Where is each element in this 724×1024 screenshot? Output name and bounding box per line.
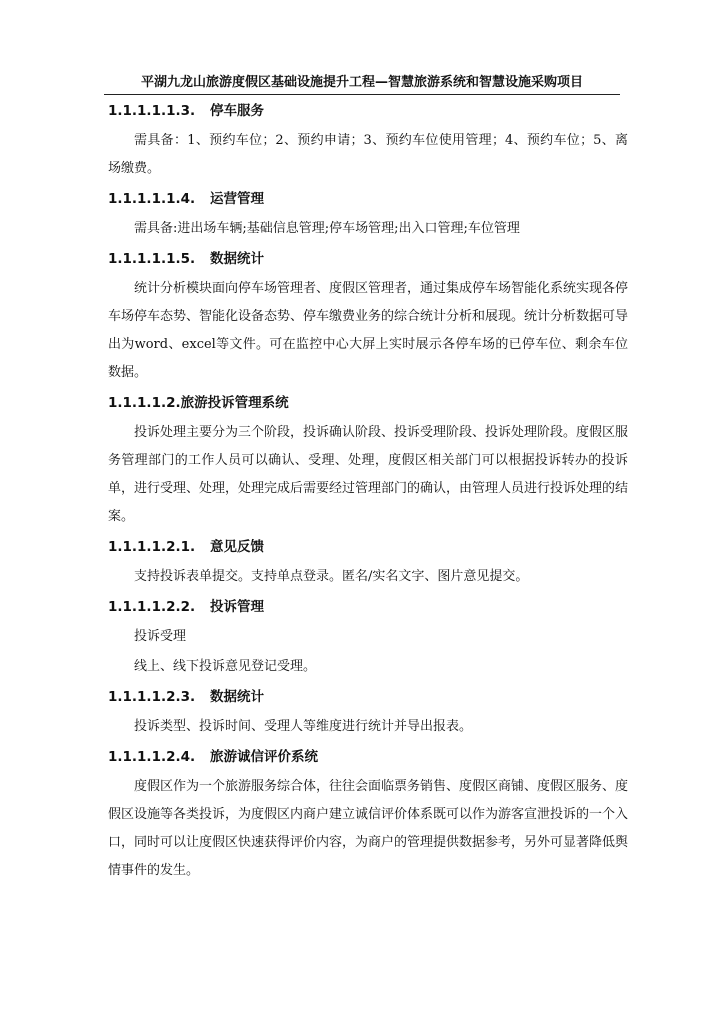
section-title: 运营管理 xyxy=(210,191,264,207)
section-number: 1.1.1.1.1.5. xyxy=(108,251,196,267)
section-title: 停车服务 xyxy=(210,103,264,119)
section-heading xyxy=(108,185,628,213)
section-number: 1.1.1.1.2.4. xyxy=(108,749,196,765)
section-title: 投诉管理 xyxy=(210,599,264,615)
paragraph: 投诉类型、投诉时间、受理人等维度进行统计并导出报表。 xyxy=(134,719,473,734)
section-title: 意见反馈 xyxy=(210,539,264,555)
page-header xyxy=(104,74,620,95)
section-heading xyxy=(108,683,628,711)
paragraph: 线上、线下投诉意见登记受理。 xyxy=(134,659,317,674)
section-number: 1.1.1.1.2.1. xyxy=(108,539,196,555)
section-heading xyxy=(108,533,628,561)
section-number: 1.1.1.1.2.2. xyxy=(108,599,196,615)
section-heading xyxy=(108,245,628,273)
section-number: 1.1.1.1.1.4. xyxy=(108,191,196,207)
paragraph: 需具备:进出场车辆;基础信息管理;停车场管理;出入口管理;车位管理 xyxy=(134,221,520,236)
section-number: 1.1.1.1.2. xyxy=(108,395,181,411)
paragraph: 投诉处理主要分为三个阶段，投诉确认阶段、投诉受理阶段、投诉处理阶段。度假区服务管理部门的工作人员可以确认、受理、处理，度假区相关部门可以根据投诉转办的投诉单，进行受理、处理，处理完成后需要经过管理部门的确认，由管理人员进行投诉处理的结案。 xyxy=(108,425,629,524)
section-heading xyxy=(108,743,628,771)
section-heading xyxy=(108,593,628,621)
paragraph: 需具备：1、预约车位；2、预约申请；3、预约车位使用管理；4、预约车位；5、离场缴费。 xyxy=(108,133,628,176)
paragraph: 统计分析模块面向停车场管理者、度假区管理者，通过集成停车场智能化系统实现各停车场停车态势、智能化设备态势、停车缴费业务的综合统计分析和展现。统计分析数据可导出为word、excel等文件。可在监控中心大屏上实时展示各停车场的已停车位、剩余车位数据。 xyxy=(108,281,629,380)
section-number: 1.1.1.1.1.3. xyxy=(108,103,196,119)
paragraph: 度假区作为一个旅游服务综合体，往往会面临票务销售、度假区商铺、度假区服务、度假区设施等各类投诉，为度假区内商户建立诚信评价体系既可以作为游客宣泄投诉的一个入口，同时可以让度假区快速获得评价内容，为商户的管理提供数据参考，另外可显著降低舆情事件的发生。 xyxy=(108,779,629,878)
section-title: 数据统计 xyxy=(210,251,264,267)
paragraph: 支持投诉表单提交。支持单点登录。匿名/实名文字、图片意见提交。 xyxy=(134,569,529,584)
document-title: 平湖九龙山旅游度假区基础设施提升工程—智慧旅游系统和智慧设施采购项目 xyxy=(140,75,583,90)
section-title: 旅游投诉管理系统 xyxy=(180,395,289,411)
section-title: 旅游诚信评价系统 xyxy=(210,749,318,765)
section-number: 1.1.1.1.2.3. xyxy=(108,689,196,705)
section-heading xyxy=(108,389,628,417)
section-title: 数据统计 xyxy=(210,689,264,705)
section-heading xyxy=(108,97,628,125)
paragraph: 投诉受理 xyxy=(134,629,187,644)
document-body xyxy=(108,97,628,887)
